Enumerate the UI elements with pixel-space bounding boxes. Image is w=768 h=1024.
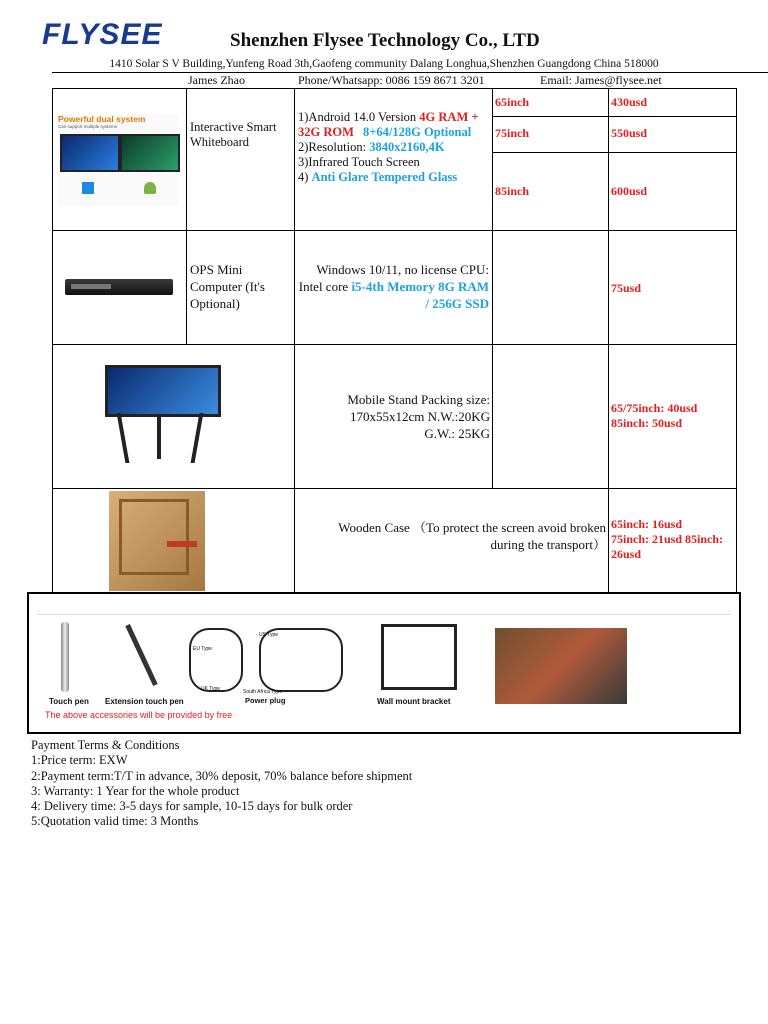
ops-spec-cpu: Windows 10/11, no license CPU: Intel core	[298, 262, 489, 294]
stand-price-cell	[609, 345, 737, 489]
windows-screen	[60, 134, 120, 172]
contact-line	[52, 72, 768, 87]
stand-image-cell	[53, 345, 295, 489]
ops-spec-cell	[295, 231, 609, 345]
size-65: 65inch	[495, 95, 530, 109]
us-type-label: US Type	[259, 632, 279, 638]
whiteboard-banner: Powerful dual system	[58, 114, 146, 124]
stand-pole	[157, 415, 161, 459]
ops-divider	[492, 231, 493, 344]
terms-item: 4: Delivery time: 3-5 days for sample, 10-15 days for bulk order	[31, 799, 353, 814]
case-crate	[119, 499, 189, 575]
terms-title: Payment Terms & Conditions	[31, 738, 180, 752]
table-row	[53, 89, 737, 117]
ops-ports	[71, 284, 111, 289]
terms-item: 5:Quotation valid time: 3 Months	[31, 814, 199, 829]
case-image-cell	[53, 489, 295, 593]
power-plug-label: Power plug	[245, 696, 286, 705]
size-75: 75inch	[495, 126, 530, 140]
table-row	[53, 489, 737, 593]
sa-type-label: South Africa Type	[243, 689, 283, 695]
ops-spec	[293, 261, 489, 312]
ops-name: OPS Mini Computer (It's Optional)	[190, 262, 265, 311]
stand-leg-left	[117, 413, 130, 463]
size-cell	[493, 153, 609, 231]
stand-spec-cell	[295, 345, 493, 489]
accessories-note: The above accessories will be provided by free	[45, 710, 233, 720]
contact-email[interactable]: Email: James@flysee.net	[540, 73, 662, 87]
whiteboard-name-cell	[187, 89, 295, 231]
accessories-header-strip	[37, 602, 731, 615]
whiteboard-spec-cell	[295, 89, 493, 231]
case-spec-cell	[295, 489, 609, 593]
accessories-panel	[27, 592, 741, 734]
case-price-cell	[609, 489, 737, 593]
stand-price-2: 85inch: 50usd	[611, 416, 683, 430]
contact-phone: Phone/Whatsapp: 0086 159 8671 3201	[298, 73, 485, 87]
size-cell	[493, 117, 609, 153]
stand-price-1: 65/75inch: 40usd	[611, 401, 698, 415]
company-address: 1410 Solar S V Building,Yunfeng Road 3th,Gaofeng community Dalang Longhua,Shenzhen Guangdong China 518000	[109, 58, 659, 70]
windows-icon	[82, 182, 94, 194]
spec-glass-label: 4)	[298, 170, 312, 184]
uk-type-label: UK Type	[201, 686, 221, 692]
table-row	[53, 345, 737, 489]
price-cell	[609, 117, 737, 153]
case-spec: Wooden Case （To protect the screen avoid broken during the transport）	[338, 520, 606, 552]
touch-pen-icon	[61, 622, 69, 692]
whiteboard-banner-sub: Can support multiple systems	[58, 124, 118, 129]
whiteboard-image	[58, 114, 178, 206]
price-cell	[609, 89, 737, 117]
spec-ram-rom: 4G RAM + 32G ROM	[298, 110, 479, 139]
case-image	[109, 491, 205, 591]
ops-price-cell	[609, 231, 737, 345]
price-85: 600usd	[611, 184, 648, 198]
size-85: 85inch	[495, 184, 530, 198]
company-logo: FLYSEE	[42, 18, 163, 51]
stand-empty-cell	[493, 345, 609, 489]
price-65: 430usd	[611, 95, 648, 109]
stand-price	[609, 345, 736, 431]
spec-optional: 8+64/128G Optional	[363, 125, 472, 139]
eu-type-label: EU Type	[193, 646, 213, 652]
whiteboard-name: Interactive Smart Whiteboard	[190, 119, 277, 149]
terms-item: 1:Price term: EXW	[31, 753, 128, 768]
remote-control-image	[495, 628, 627, 704]
spec-touch: 3)Infrared Touch Screen	[298, 155, 420, 169]
case-price	[609, 489, 736, 562]
stand-spec: Mobile Stand Packing size: 170x55x12cm N.W.:20KG G.W.: 25KG	[347, 392, 490, 441]
touch-pen-label: Touch pen	[49, 697, 89, 706]
terms-item: 3: Warranty: 1 Year for the whole product	[31, 783, 240, 798]
android-icon	[144, 182, 156, 194]
table-row	[53, 231, 737, 345]
spec-glass: Anti Glare Tempered Glass	[311, 170, 458, 184]
android-screen	[120, 134, 180, 172]
eu-plug-icon	[189, 628, 243, 692]
ops-name-cell	[187, 231, 295, 345]
stand-screen	[105, 365, 221, 417]
whiteboard-spec	[295, 110, 492, 209]
wall-mount-icon	[381, 624, 457, 690]
case-price-1: 65inch: 16usd	[611, 517, 683, 531]
wall-mount-label: Wall mount bracket	[377, 697, 451, 706]
stand-leg-right	[191, 413, 204, 463]
ops-price: 75usd	[611, 281, 642, 295]
extension-pen-label: Extension touch pen	[105, 697, 184, 706]
payment-terms	[31, 738, 412, 830]
size-cell	[493, 89, 609, 117]
pallet-jack	[167, 541, 197, 547]
ops-image	[65, 279, 173, 295]
case-price-2: 75inch: 21usd 85inch: 26usd	[611, 532, 724, 561]
whiteboard-image-cell	[53, 89, 187, 231]
company-name: Shenzhen Flysee Technology Co., LTD	[230, 30, 540, 51]
quotation-table	[52, 88, 737, 593]
ops-image-cell	[53, 231, 187, 345]
price-cell	[609, 153, 737, 231]
price-75: 550usd	[611, 126, 648, 140]
stand-image	[101, 355, 221, 467]
spec-android: 1)Android 14.0 Version	[298, 110, 420, 124]
spec-resolution-label: 2)Resolution:	[298, 140, 370, 154]
terms-item: 2:Payment term:T/T in advance, 30% deposit, 70% balance before shipment	[31, 768, 413, 783]
extension-pen-icon	[125, 624, 157, 686]
spec-resolution: 3840x2160,4K	[369, 140, 445, 154]
ops-spec-memory: i5-4th Memory 8G RAM / 256G SSD	[351, 279, 489, 311]
contact-name: James Zhao	[188, 73, 245, 87]
